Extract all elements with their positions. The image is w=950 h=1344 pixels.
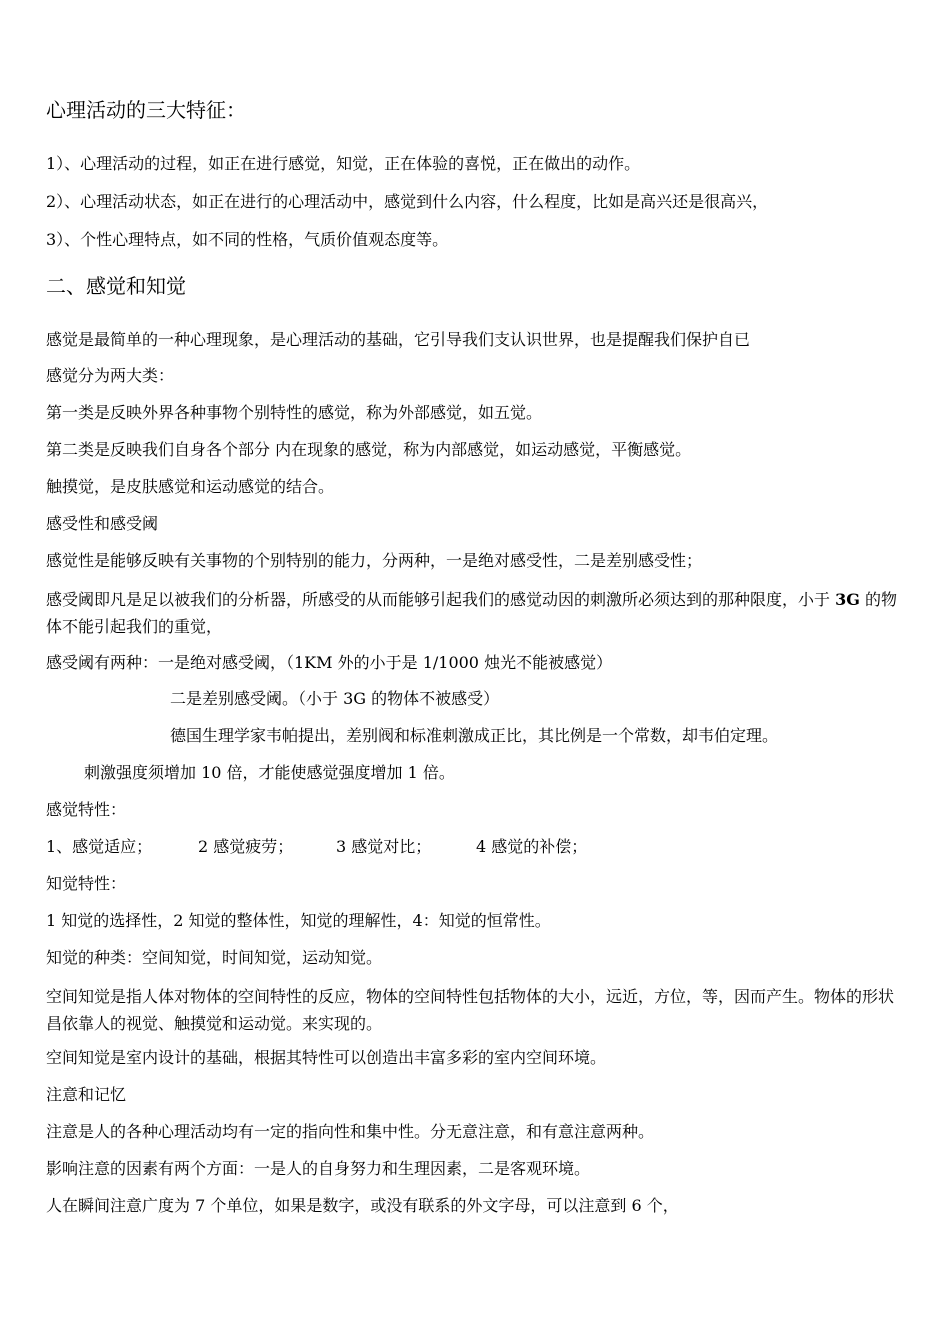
threshold-text-a: 感受阈即凡是足以被我们的分析器，所感受的从而能够引起我们的感觉动因的刺激所必须达到的那种限度，小于: [46, 590, 836, 609]
feature-item-2: 2）、心理活动状态，如正在进行的心理活动中，感觉到什么内容，什么程度，比如是高兴还是很高兴，: [46, 192, 769, 211]
threshold-text-c: 的物体不能引起我们的重觉，: [46, 590, 897, 636]
paragraph-threshold-types: 感受阈有两种：一是绝对感受阈，（1KM 外的小于是 1/1000 烛光不能被感觉）: [46, 653, 613, 672]
paragraph-difference-threshold: 二是差别感受阈。（小于 3G 的物体不被感受）: [170, 689, 500, 708]
paragraph-external-sensation: 第一类是反映外界各种事物个别特性的感觉，称为外部感觉，如五觉。: [46, 403, 543, 422]
sensation-char-3: 3 感觉对比；: [336, 837, 432, 856]
feature-item-3: 3）、个性心理特点，如不同的性格，气质价值观态度等。: [46, 230, 449, 249]
list-sensation-characteristics: [46, 835, 587, 859]
sensation-char-1: 1、感觉适应；: [46, 837, 153, 856]
paragraph-touch-sensation: 触摸觉，是皮肤感觉和运动感觉的结合。: [46, 477, 335, 496]
subheading-sensitivity-threshold: 感受性和感受阈: [46, 514, 159, 533]
paragraph-sensitivity: 感觉性是能够反映有关事物的个别特别的能力，分两种，一是绝对感受性，二是差别感受性；: [46, 551, 703, 570]
paragraph-weber-law: 德国生理学家韦帕提出，差别阀和标准刺激成正比，其比例是一个常数，却韦伯定理。: [170, 726, 779, 745]
paragraph-attention-span: 人在瞬间注意广度为 7 个单位，如果是数字，或没有联系的外文字母，可以注意到 6 个，: [46, 1196, 679, 1215]
threshold-text-bold: 3G: [835, 590, 860, 609]
subheading-attention-memory: 注意和记忆: [46, 1085, 127, 1104]
sensation-char-2: 2 感觉疲劳；: [198, 837, 294, 856]
subheading-sensation-characteristics: 感觉特性：: [46, 800, 127, 819]
paragraph-sensation-definition: 感觉是最简单的一种心理现象，是心理活动的基础，它引导我们支认识世界，也是提醒我们保护自已: [46, 330, 751, 349]
paragraph-perception-types: 知觉的种类：空间知觉，时间知觉，运动知觉。: [46, 948, 383, 967]
paragraph-attention-definition: 注意是人的各种心理活动均有一定的指向性和集中性。分无意注意，和有意注意两种。: [46, 1122, 655, 1141]
list-perception-characteristics: 1 知觉的选择性，2 知觉的整体性，知觉的理解性，4：知觉的恒常性。: [46, 911, 551, 930]
sensation-char-4: 4 感觉的补偿；: [476, 837, 588, 856]
paragraph-threshold-definition: [46, 586, 906, 640]
paragraph-internal-sensation: 第二类是反映我们自身各个部分 内在现象的感觉，称为内部感觉，如运动感觉，平衡感觉。: [46, 440, 692, 459]
paragraph-space-perception: 空间知觉是指人体对物体的空间特性的反应，物体的空间特性包括物体的大小，远近，方位，等，因而产生。物体的形状昌依靠人的视觉、触摸觉和运动觉。来实现的。: [46, 987, 895, 1033]
heading-mental-activity-features: 心理活动的三大特征：: [46, 98, 246, 122]
paragraph-stimulus-intensity: 刺激强度须增加 10 倍，才能使感觉强度增加 1 倍。: [84, 763, 455, 782]
paragraph-attention-factors: 影响注意的因素有两个方面：一是人的自身努力和生理因素，二是客观环境。: [46, 1159, 591, 1178]
heading-sensation-perception: 二、感觉和知觉: [46, 274, 186, 298]
paragraph-sensation-categories: 感觉分为两大类：: [46, 366, 175, 385]
subheading-perception-characteristics: 知觉特性：: [46, 874, 127, 893]
feature-item-1: 1）、心理活动的过程，如正在进行感觉，知觉，正在体验的喜悦，正在做出的动作。: [46, 154, 641, 173]
paragraph-space-perception-design: 空间知觉是室内设计的基础，根据其特性可以创造出丰富多彩的室内空间环境。: [46, 1048, 607, 1067]
